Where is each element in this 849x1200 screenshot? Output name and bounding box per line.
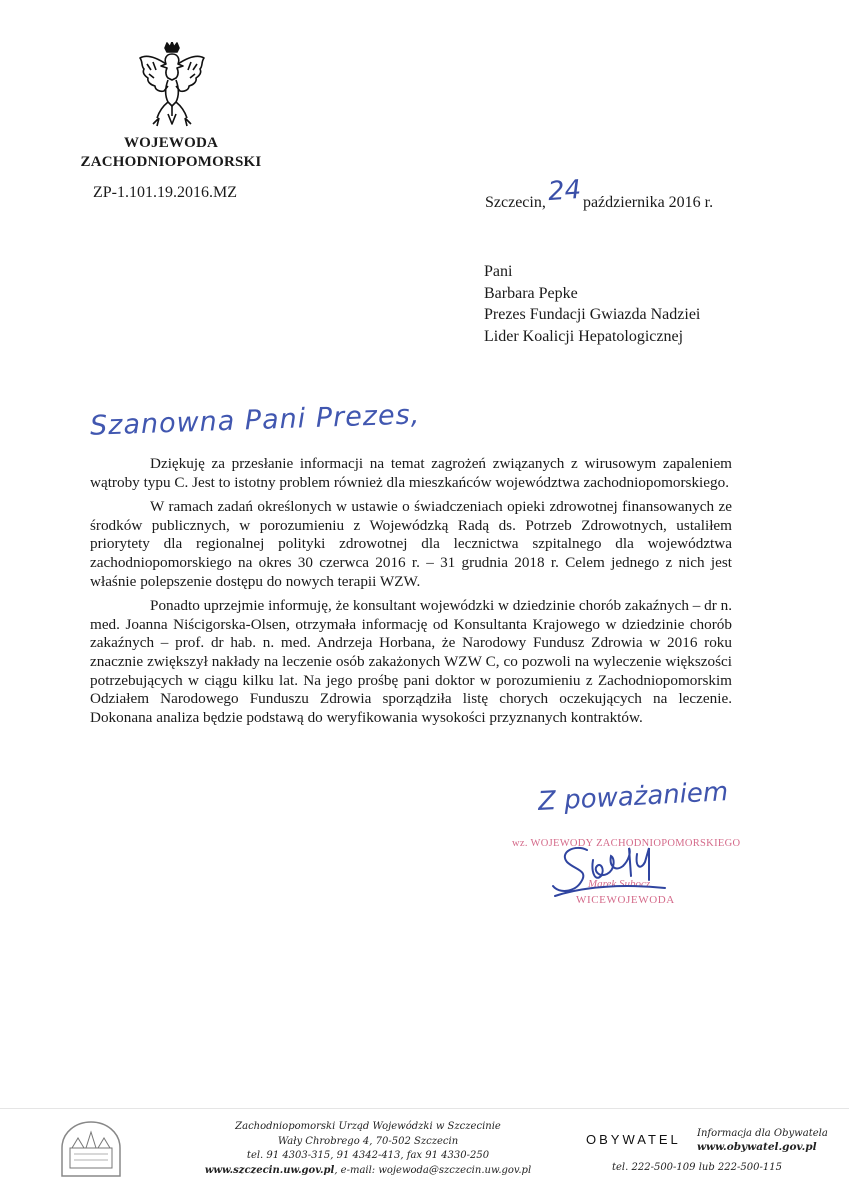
obywatel-phone: tel. 222-500-109 lub 222-500-115 [612, 1162, 782, 1173]
issuer-line1: WOJEWODA [123, 135, 219, 151]
footer-office-name: Zachodniopomorski Urząd Wojewódzki w Szczecinie [235, 1121, 501, 1132]
date-line [485, 174, 714, 214]
footer-office-info [198, 1120, 538, 1178]
obywatel-site: www.obywatel.gov.pl [697, 1140, 817, 1153]
date-place: Szczecin, [485, 194, 546, 211]
body-paragraph: Dziękuję za przesłanie informacji na temat zagrożeń związanych z wirusowym zapaleniem wątroby typu C. Jest to istotny problem również dla mieszkańców województwa zachodniopomorskiego. [90, 455, 732, 491]
date-day-handwritten: 24 [546, 174, 582, 208]
salutation-handwritten: Szanowna Pani Prezes, [89, 399, 421, 442]
reference-number: ZP-1.101.19.2016.MZ [93, 184, 237, 201]
obywatel-logo: OBYWATEL [586, 1132, 681, 1147]
obywatel-info [697, 1127, 828, 1154]
stamp-title: WICEWOJEWODA [576, 894, 675, 906]
footer-address: Wały Chrobrego 4, 70-502 Szczecin [277, 1135, 459, 1147]
issuer-line2: ZACHODNIOPOMORSKI [80, 154, 262, 170]
date-rest: października 2016 r. [582, 194, 714, 211]
addressee-line: Barbara Pepke [484, 284, 578, 302]
polish-eagle-emblem-icon [137, 42, 207, 128]
footer-divider [0, 1108, 849, 1109]
signature-icon [545, 840, 685, 910]
stamp-line1: wz. WOJEWODY ZACHODNIOPOMORSKIEGO [512, 838, 741, 849]
letter-body [90, 455, 732, 733]
office-building-logo-icon [58, 1118, 124, 1178]
addressee-line: Lider Koalicji Hepatologicznej [484, 327, 684, 345]
body-paragraph: Ponadto uprzejmie informuję, że konsultant wojewódzki w dziedzinie chorób zakaźnych – dr n. med. Joanna Niścigorska-Olsen, otrzymała informację od Konsultanta Krajowego w dziedzinie chorób zakaźnych – prof. dr hab. n. med. Andrzeja Horbana, że Narodowy Fundusz Zdrowia w 2016 roku znacznie zwiększył nakłady na leczenie osób zakażonych WZW C, co pozwoli na wyleczenie większości potrzebujących w ciągu kilku lat. Na jego prośbę pani doktor w porozumieniu z Zachodniopomorskim Odziałem Narodowego Funduszu Zdrowia sporządziła listę chorych oczekujących na leczenie. Dokonana analiza będzie podstawą do weryfikowania wysokości przyznanych kontraktów. [90, 597, 733, 726]
footer-phones: tel. 91 4303-315, 91 4342-413, fax 91 4330-250 [246, 1150, 490, 1161]
footer-contact [198, 1164, 538, 1179]
issuer-block [60, 134, 282, 172]
addressee-line: Prezes Fundacji Gwiazda Nadziei [484, 306, 701, 323]
closing-handwritten: Z poważaniem [537, 777, 729, 817]
addressee-block [484, 261, 700, 347]
footer-website: www.szczecin.uw.gov.pl [204, 1164, 335, 1176]
addressee-line: Pani [484, 263, 513, 280]
body-paragraph: W ramach zadań określonych w ustawie o świadczeniach opieki zdrowotnej finansowanych ze środków publicznych, w porozumieniu z Wojewódzką Radą ds. Potrzeb Zdrowotnych, ustaliłem priorytety dla regionalnej polityki zdrowotnej dla lecznictwa szpitalnego dla województwa zachodniopomorskiego na okres 30 czerwca 2016 r. – 31 grudnia 2018 r. Celem jednego z nich jest właśnie polepszenie dostępu do nowych terapii WZW. [90, 498, 732, 590]
obywatel-info-label: Informacja dla Obywatela [697, 1128, 828, 1139]
stamp-name: Marek Subocz [588, 878, 651, 890]
footer-email: , e-mail: wojewoda@szczecin.uw.gov.pl [334, 1164, 532, 1176]
